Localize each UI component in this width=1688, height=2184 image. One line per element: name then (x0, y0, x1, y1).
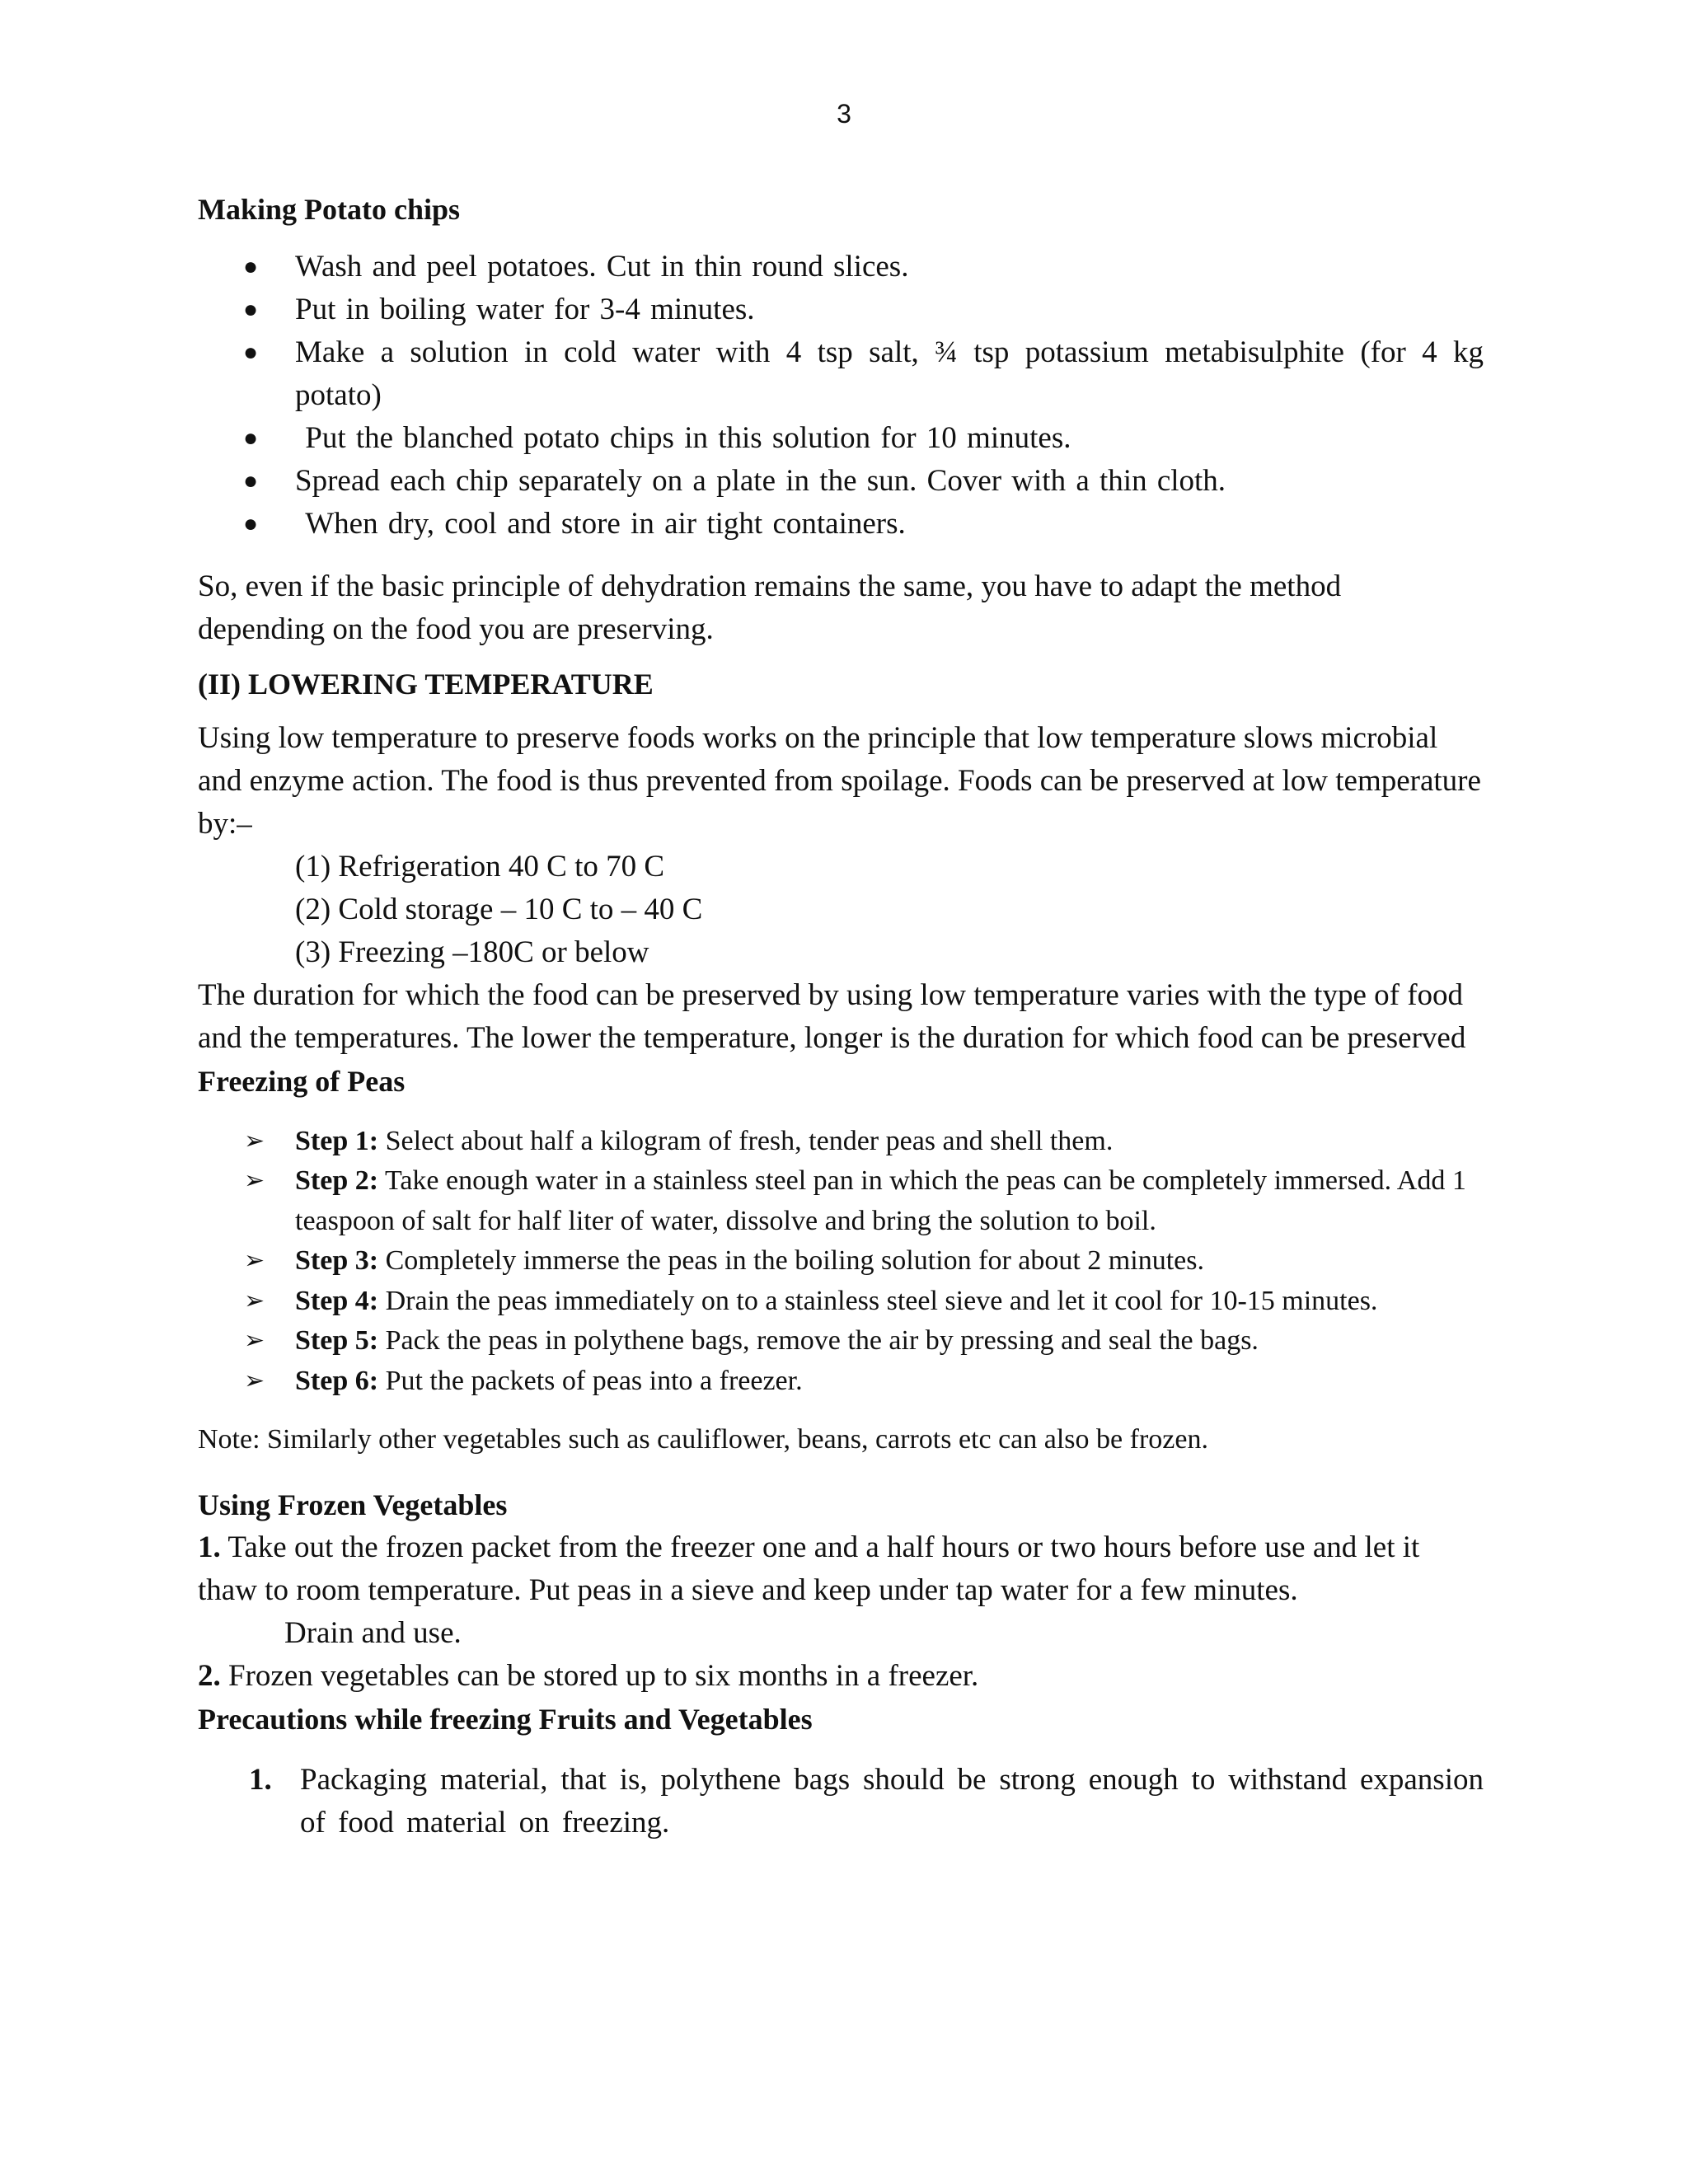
bullet-icon: ● (243, 339, 259, 367)
dehydration-summary: So, even if the basic principle of dehydration remains the same, you have to adapt the method depending on the food you are preserving. (198, 569, 1342, 647)
frozen-item-2: 2. Frozen vegetables can be stored up to six months in a freezer. (198, 1659, 979, 1694)
item-number: 2. (198, 1659, 221, 1694)
bullet-icon: ● (243, 510, 259, 538)
list-item: ➢ Step 1: Select about half a kilogram of fresh, tender peas and shell them. (295, 1122, 1484, 1162)
list-item: ● Put in boiling water for 3-4 minutes. (295, 288, 1484, 331)
arrow-bullet-icon: ➢ (244, 1286, 265, 1315)
step-label: Step 1: (295, 1125, 379, 1156)
list-item: ➢ Step 2: Take enough water in a stainless steel pan in which the peas can be completely immersed. Add 1 teaspoon of salt for half liter of water, dissolve and bring the solution to boil. (295, 1161, 1484, 1241)
step-label: Step 4: (295, 1285, 379, 1316)
step-label: Step 6: (295, 1365, 379, 1396)
list-item: (2) Cold storage – 10 C to – 40 C (295, 893, 703, 927)
bullet-icon: ● (243, 253, 259, 281)
freezing-peas-heading: Freezing of Peas (198, 1065, 406, 1099)
bullet-icon: ● (243, 467, 259, 495)
duration-paragraph: The duration for which the food can be preserved by using low temperature varies with the type of food and the temperatures. The lower the temperature, longer is the duration for which food can be preserved (198, 978, 1466, 1056)
list-item: ➢ Step 3: Completely immerse the peas in the boiling solution for about 2 minutes. (295, 1241, 1484, 1282)
precautions-heading: Precautions while freezing Fruits and Vegetables (198, 1703, 813, 1736)
list-item: ➢ Step 4: Drain the peas immediately on to a stainless steel sieve and let it cool for 10-15 minutes. (295, 1282, 1484, 1322)
bullet-icon: ● (243, 424, 259, 452)
peas-steps-list (198, 1122, 1484, 1402)
potato-steps-list (198, 246, 1484, 546)
temperature-methods (198, 846, 1484, 974)
frozen-item-1-continuation: Drain and use. (284, 1616, 462, 1651)
arrow-bullet-icon: ➢ (244, 1127, 265, 1155)
arrow-bullet-icon: ➢ (244, 1247, 265, 1275)
step-label: Step 5: (295, 1325, 379, 1357)
bullet-icon: ● (243, 296, 259, 324)
arrow-bullet-icon: ➢ (244, 1327, 265, 1355)
arrow-bullet-icon: ➢ (244, 1366, 265, 1394)
list-item: 1. Packaging material, that is, polythene bags should be strong enough to withstand expansion of food material on freezing. (300, 1759, 1484, 1844)
list-item: (1) Refrigeration 40 C to 70 C (295, 850, 665, 884)
list-item: ● When dry, cool and store in air tight containers. (295, 503, 1484, 546)
list-item: ● Wash and peel potatoes. Cut in thin round slices. (295, 246, 1484, 288)
list-item: ➢ Step 5: Pack the peas in polythene bags, remove the air by pressing and seal the bags. (295, 1321, 1484, 1361)
potato-heading: Making Potato chips (198, 193, 461, 226)
list-item: ● Make a solution in cold water with 4 tsp salt, ¾ tsp potassium metabisulphite (for 4 kg potato) (295, 331, 1484, 417)
item-number: 1. (249, 1763, 272, 1797)
freezing-note: Note: Similarly other vegetables such as cauliflower, beans, carrots etc can also be frozen. (198, 1424, 1208, 1455)
step-label: Step 2: (295, 1165, 379, 1197)
lowering-temperature-heading: (II) LOWERING TEMPERATURE (198, 668, 654, 701)
lowering-intro: Using low temperature to preserve foods works on the principle that low temperature slows microbial and enzyme action. The food is thus prevented from spoilage. Foods can be preserved at low temperature by:– (198, 721, 1481, 841)
step-label: Step 3: (295, 1245, 379, 1277)
arrow-bullet-icon: ➢ (244, 1167, 265, 1195)
list-item: ➢ Step 6: Put the packets of peas into a freezer. (295, 1361, 1484, 1402)
page-content (198, 188, 1484, 1844)
precautions-list (198, 1759, 1484, 1844)
list-item: ● Put the blanched potato chips in this solution for 10 minutes. (295, 417, 1484, 460)
frozen-vegetables-heading: Using Frozen Vegetables (198, 1488, 508, 1522)
item-number: 1. (198, 1530, 221, 1565)
list-item: ● Spread each chip separately on a plate in the sun. Cover with a thin cloth. (295, 460, 1484, 503)
frozen-item-1: 1. Take out the frozen packet from the freezer one and a half hours or two hours before use and let it thaw to room temperature. Put peas in a sieve and keep under tap water for a few minutes. (198, 1530, 1420, 1608)
list-item: (3) Freezing –180C or below (295, 935, 649, 970)
page-number: 3 (837, 99, 851, 129)
